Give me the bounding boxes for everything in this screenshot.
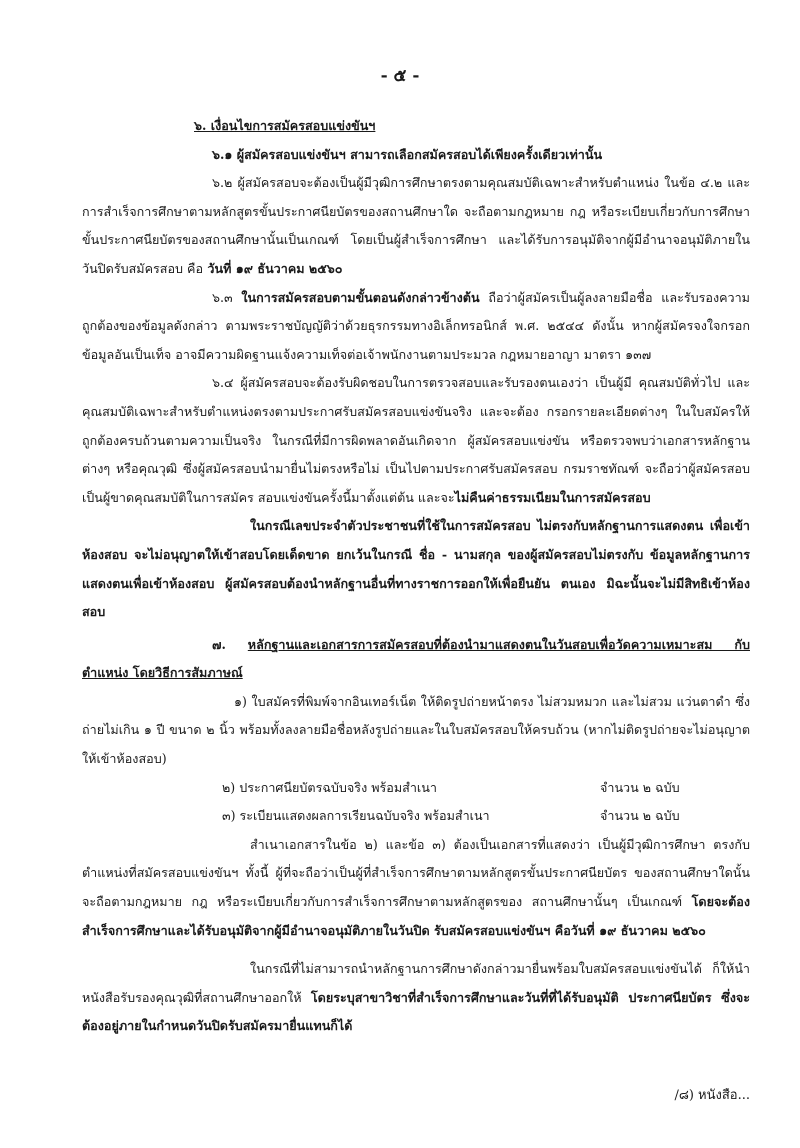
section-6-heading: ๖. เงื่อนไขการสมัครสอบแข่งขันฯ (194, 118, 376, 133)
section-6-1: ๖.๑ ผู้สมัครสอบแข่งขันฯ สามารถเลือกสมัครสอบได้เพียงครั้งเดียวเท่านั้น (212, 146, 603, 162)
page-number: - ๕ - (380, 66, 420, 86)
section-6-4: ๖.๔ ผู้สมัครสอบจะต้องรับผิดชอบในการตรวจสอบและรับรองตนเองว่า เป็นผู้มี คุณสมบัติทั่วไป และคุณสมบัติเฉพาะสำหรับตำแหน่งตรงตามประกาศรับสมัครสอบแข่งขันจริง และจะต้อง กรอกรายละเอียดต่างๆ ในใบสมัครให้ถูกต้องครบถ้วนตามความเป็นจริง ในกรณีที่มีการผิดพลาดอันเกิดจาก ผู้สมัครสอบแข่งขัน หรือตรวจพบว่าเอกสารหลักฐานต่างๆ หรือคุณวุฒิ ซึ่งผู้สมัครสอบนำมายื่นไม่ตรงหรือไม่ เป็นไปตามประกาศรับสมัครสอบ กรมราชทัณฑ์ จะถือว่าผู้สมัครสอบเป็นผู้ขาดคุณสมบัติในการสมัคร สอบแข่งขันครั้งนี้มาตั้งแต่ต้น และจะไม่คืนค่าธรรมเนียมในการสมัครสอบ (82, 375, 750, 505)
section-6-3: ๖.๓ ในการสมัครสอบตามขั้นตอนดังกล่าวข้างต้น ถือว่าผู้สมัครเป็นผู้ลงลายมือชื่อ และรับรองความถูกต้องของข้อมูลดังกล่าว ตามพระราชบัญญัติว่าด้วยธุรกรรมทางอิเล็กทรอนิกส์ พ.ศ. ๒๕๔๔ ดังนั้น หากผู้สมัครจงใจกรอกข้อมูลอันเป็นเท็จ อาจมีความผิดฐานแจ้งความเท็จต่อเจ้าพนักงานตามประมวล กฎหมายอาญา มาตรา ๑๓๗ (82, 289, 750, 362)
document-body (82, 112, 750, 1041)
section-7-item-1: ๑) ใบสมัครที่พิมพ์จากอินเทอร์เน็ต ให้ติดรูปถ่ายหน้าตรง ไม่สวมหมวก และไม่สวม แว่นตาดำ ซึ่งถ่ายไม่เกิน ๑ ปี ขนาด ๒ นิ้ว พร้อมทั้งลงลายมือชื่อหลังรูปถ่ายและในใบสมัครสอบให้ครบถ้วน (หากไม่ติดรูปถ่ายจะไม่อนุญาตให้เข้าห้องสอบ) (82, 693, 750, 767)
section-6-id-note: ในกรณีเลขประจำตัวประชาชนที่ใช้ในการสมัครสอบ ไม่ตรงกับหลักฐานการแสดงตน เพื่อเข้าห้องสอบ จะไม่อนุญาตให้เข้าสอบโดยเด็ดขาด ยกเว้นในกรณี ชื่อ - นามสกุล ของผู้สมัครสอบไม่ตรงกับ ข้อมูลหลักฐานการแสดงตนเพื่อเข้าห้องสอบ ผู้สมัครสอบต้องนำหลักฐานอื่นที่ทางราชการออกให้เพื่อยืนยัน ตนเอง มิฉะนั้นจะไม่มีสิทธิเข้าห้องสอบ (82, 518, 750, 620)
item-3-label: ๓) ระเบียนแสดงผลการเรียนฉบับจริง พร้อมสำเนา (222, 808, 490, 824)
item-3-qty: จำนวน ๒ ฉบับ (600, 808, 680, 824)
section-7-item-2 (82, 774, 750, 803)
continuation-footer: /๘) หนังสือ... (674, 1088, 750, 1103)
item-2-label: ๒) ประกาศนียบัตรฉบับจริง พร้อมสำเนา (222, 779, 437, 795)
item-2-qty: จำนวน ๒ ฉบับ (600, 779, 680, 795)
section-6-2: ๖.๒ ผู้สมัครสอบจะต้องเป็นผู้มีวุฒิการศึกษาตรงตามคุณสมบัติเฉพาะสำหรับตำแหน่ง ในข้อ ๔.๒ และการสำเร็จการศึกษาตามหลักสูตรขั้นประกาศนียบัตรของสถานศึกษาใด จะถือตามกฎหมาย กฎ หรือระเบียบเกี่ยวกับการศึกษาขั้นประกาศนียบัตรของสถานศึกษานั้นเป็นเกณฑ์ โดยเป็นผู้สำเร็จการศึกษา และได้รับการอนุมัติจากผู้มีอำนาจอนุมัติภายในวันปิดรับสมัครสอบ คือ วันที่ ๑๙ ธันวาคม ๒๕๖๐ (82, 175, 750, 276)
section-7-item-3 (82, 802, 750, 831)
section-7-heading: ๗. หลักฐานและเอกสารการสมัครสอบที่ต้องนำมาแสดงตนในวันสอบเพื่อวัดความเหมาะสม กับตำแหน่ง โดยวิธีการสัมภาษณ์ (82, 636, 750, 681)
section-7-note: สำเนาเอกสารในข้อ ๒) และข้อ ๓) ต้องเป็นเอกสารที่แสดงว่า เป็นผู้มีวุฒิการศึกษา ตรงกับตำแหน่งที่สมัครสอบแข่งขันฯ ทั้งนี้ ผู้ที่จะถือว่าเป็นผู้ที่สำเร็จการศึกษาตามหลักสูตรขั้นประกาศนียบัตร ของสถานศึกษาใดนั้น จะถือตามกฎหมาย กฎ หรือระเบียบเกี่ยวกับการสำเร็จการศึกษาตามหลักสูตรของ สถานศึกษานั้นๆ เป็นเกณฑ์ โดยจะต้องสำเร็จการศึกษาและได้รับอนุมัติจากผู้มีอำนาจอนุมัติภายในวันปิด รับสมัครสอบแข่งขันฯ คือวันที่ ๑๙ ธันวาคม ๒๕๖๐ (82, 836, 750, 938)
section-7-final: ในกรณีที่ไม่สามารถนำหลักฐานการศึกษาดังกล่าวมายื่นพร้อมใบสมัครสอบแข่งขันได้ ก็ให้นำหนังสือรับรองคุณวุฒิที่สถานศึกษาออกให้ โดยระบุสาขาวิชาที่สำเร็จการศึกษาและวันที่ที่ได้รับอนุมัติ ประกาศนียบัตร ซึ่งจะต้องอยู่ภายในกำหนดวันปิดรับสมัครมายื่นแทนก็ได้ (82, 961, 750, 1034)
